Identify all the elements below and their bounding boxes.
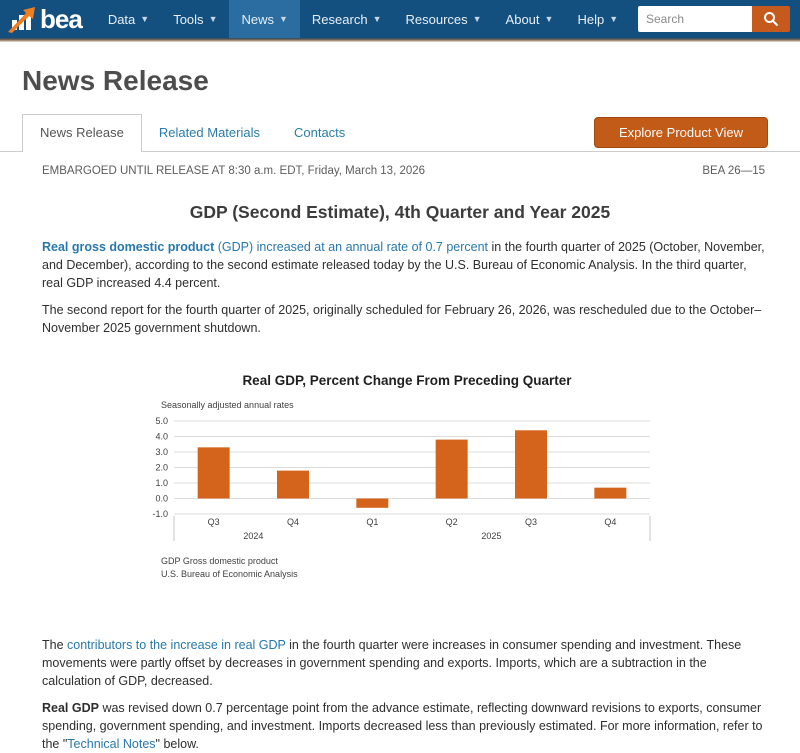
tab-related-materials[interactable]: [142, 115, 277, 151]
x-axis-quarter-label: Q3: [207, 517, 220, 528]
nav-item-research[interactable]: [300, 0, 394, 38]
technical-notes-link[interactable]: Technical Notes: [67, 737, 156, 752]
chart-title: Real GDP, Percent Change From Preceding Quarter: [242, 373, 572, 389]
x-axis-quarter-label: Q2: [445, 517, 458, 528]
chevron-down-icon: ▼: [609, 14, 619, 24]
search-icon: [763, 11, 779, 27]
chevron-down-icon: ▼: [372, 14, 382, 24]
tab-news-release[interactable]: [22, 114, 142, 152]
chevron-down-icon: ▼: [208, 14, 218, 24]
top-nav: [0, 0, 800, 38]
embargo-row: [42, 165, 765, 177]
chart-plot-area: [148, 413, 666, 545]
contributors-link[interactable]: contributors to the increase in real GDP: [67, 637, 286, 652]
nav-item-label: About: [505, 11, 540, 27]
nav-item-label: Resources: [405, 11, 468, 27]
chart-footnotes: [161, 555, 666, 581]
release-content: [0, 66, 800, 753]
paragraph-4-bold: Real GDP: [42, 700, 99, 715]
nav-item-label: News: [241, 11, 274, 27]
paragraph-3-text: The: [42, 637, 68, 652]
paragraph-3-text: in the fourth quarter were increases in consumer spending and investment. These movements were partly offset by decreases in government spending and exports. Imports, which are a subtraction in the calculation of GDP, decreased.: [42, 637, 742, 688]
paragraph-4: [42, 699, 765, 753]
nav-item-news[interactable]: [229, 0, 299, 38]
intro-paragraphs: [42, 238, 765, 338]
nav-item-label: Help: [577, 11, 605, 27]
nav-item-help[interactable]: [565, 0, 630, 38]
y-axis-tick-label: 0.0: [155, 493, 168, 504]
headline: GDP (Second Estimate), 4th Quarter and Year 2025: [189, 201, 611, 222]
chart-bar: [594, 488, 626, 499]
search-input[interactable]: [638, 6, 752, 32]
nav-item-label: Research: [311, 11, 368, 27]
nav-item-tools[interactable]: [161, 0, 229, 38]
gdp-bar-chart: [148, 373, 666, 581]
nav-item-label: Tools: [173, 11, 204, 27]
tab-label: News Release: [40, 124, 124, 140]
chart-footnote-gdp: GDP Gross domestic product: [161, 556, 278, 567]
x-axis-year-label: 2025: [481, 531, 502, 542]
chart-bar: [515, 431, 547, 499]
tab-label: Contacts: [293, 124, 346, 140]
y-axis-tick-label: -1.0: [152, 509, 168, 520]
y-axis-tick-label: 5.0: [155, 416, 168, 427]
real-gdp-link-rest[interactable]: (GDP) increased at an annual rate of 0.7 percent: [214, 239, 489, 254]
nav-item-about[interactable]: [494, 0, 566, 38]
nav-item-data[interactable]: [96, 0, 161, 38]
paragraph-4-text: was revised down 0.7 percentage point from the advance estimate, reflecting downward revisions to exports, consumer spending, government spending, and investment. Imports decreased less than previously estimated. For more information, refer to the ": [42, 700, 763, 752]
x-axis-quarter-label: Q4: [286, 517, 300, 528]
bea-logo-text: bea: [40, 4, 82, 34]
embargo-text: EMBARGOED UNTIL RELEASE AT 8:30 a.m. EDT, Friday, March 13, 2026: [42, 164, 426, 177]
nav-item-label: Data: [107, 11, 136, 27]
chart-footnote-source: U.S. Bureau of Economic Analysis: [161, 569, 298, 580]
x-axis-quarter-label: Q3: [524, 517, 538, 528]
paragraph-1-text: in the fourth quarter of 2025 (October, November, and December), according to the second estimate released today by the U.S. Bureau of Economic Analysis. In the third quarter, real GDP increased 4.4 percent.: [42, 239, 765, 291]
x-axis-quarter-label: Q1: [366, 517, 379, 528]
chart-bar: [277, 471, 309, 499]
chevron-down-icon: ▼: [279, 14, 288, 24]
search-button[interactable]: [752, 6, 790, 32]
chart-subtitle: Seasonally adjusted annual rates: [161, 400, 294, 411]
real-gdp-link[interactable]: Real gross domestic product: [42, 239, 215, 254]
tab-bar: [0, 115, 800, 152]
paragraph-3: [42, 636, 765, 690]
x-axis-year-label: 2024: [243, 531, 264, 542]
y-axis-tick-label: 1.0: [155, 478, 168, 489]
tab-contacts[interactable]: [277, 115, 362, 151]
chevron-down-icon: ▼: [472, 14, 482, 24]
page-title: News Release: [22, 65, 209, 96]
analysis-paragraphs: [42, 636, 765, 753]
search-bar: [638, 0, 790, 38]
y-axis-tick-label: 2.0: [155, 462, 168, 473]
release-number: BEA 26—15: [702, 164, 765, 177]
chart-bar: [198, 448, 230, 499]
x-axis-quarter-label: Q4: [604, 517, 617, 528]
bea-logo-icon: [8, 5, 38, 33]
main-menu: [96, 0, 630, 38]
paragraph-1: [42, 238, 765, 292]
explore-product-view-button[interactable]: Explore Product View: [594, 117, 768, 148]
bea-logo[interactable]: [8, 0, 82, 38]
y-axis-tick-label: 3.0: [155, 447, 168, 458]
paragraph-2: The second report for the fourth quarter of 2025, originally scheduled for February 26, 2026, was rescheduled due to the October–November 2025 government shutdown.: [42, 303, 762, 336]
chevron-down-icon: ▼: [544, 14, 554, 24]
chart-bar: [356, 499, 388, 508]
tab-label: Related Materials: [158, 124, 260, 140]
header-divider: [0, 38, 800, 42]
paragraph-4-text: " below.: [155, 737, 199, 752]
chart-bar: [436, 440, 468, 499]
chevron-down-icon: ▼: [140, 14, 150, 24]
nav-item-resources[interactable]: [393, 0, 493, 38]
y-axis-tick-label: 4.0: [155, 431, 168, 442]
